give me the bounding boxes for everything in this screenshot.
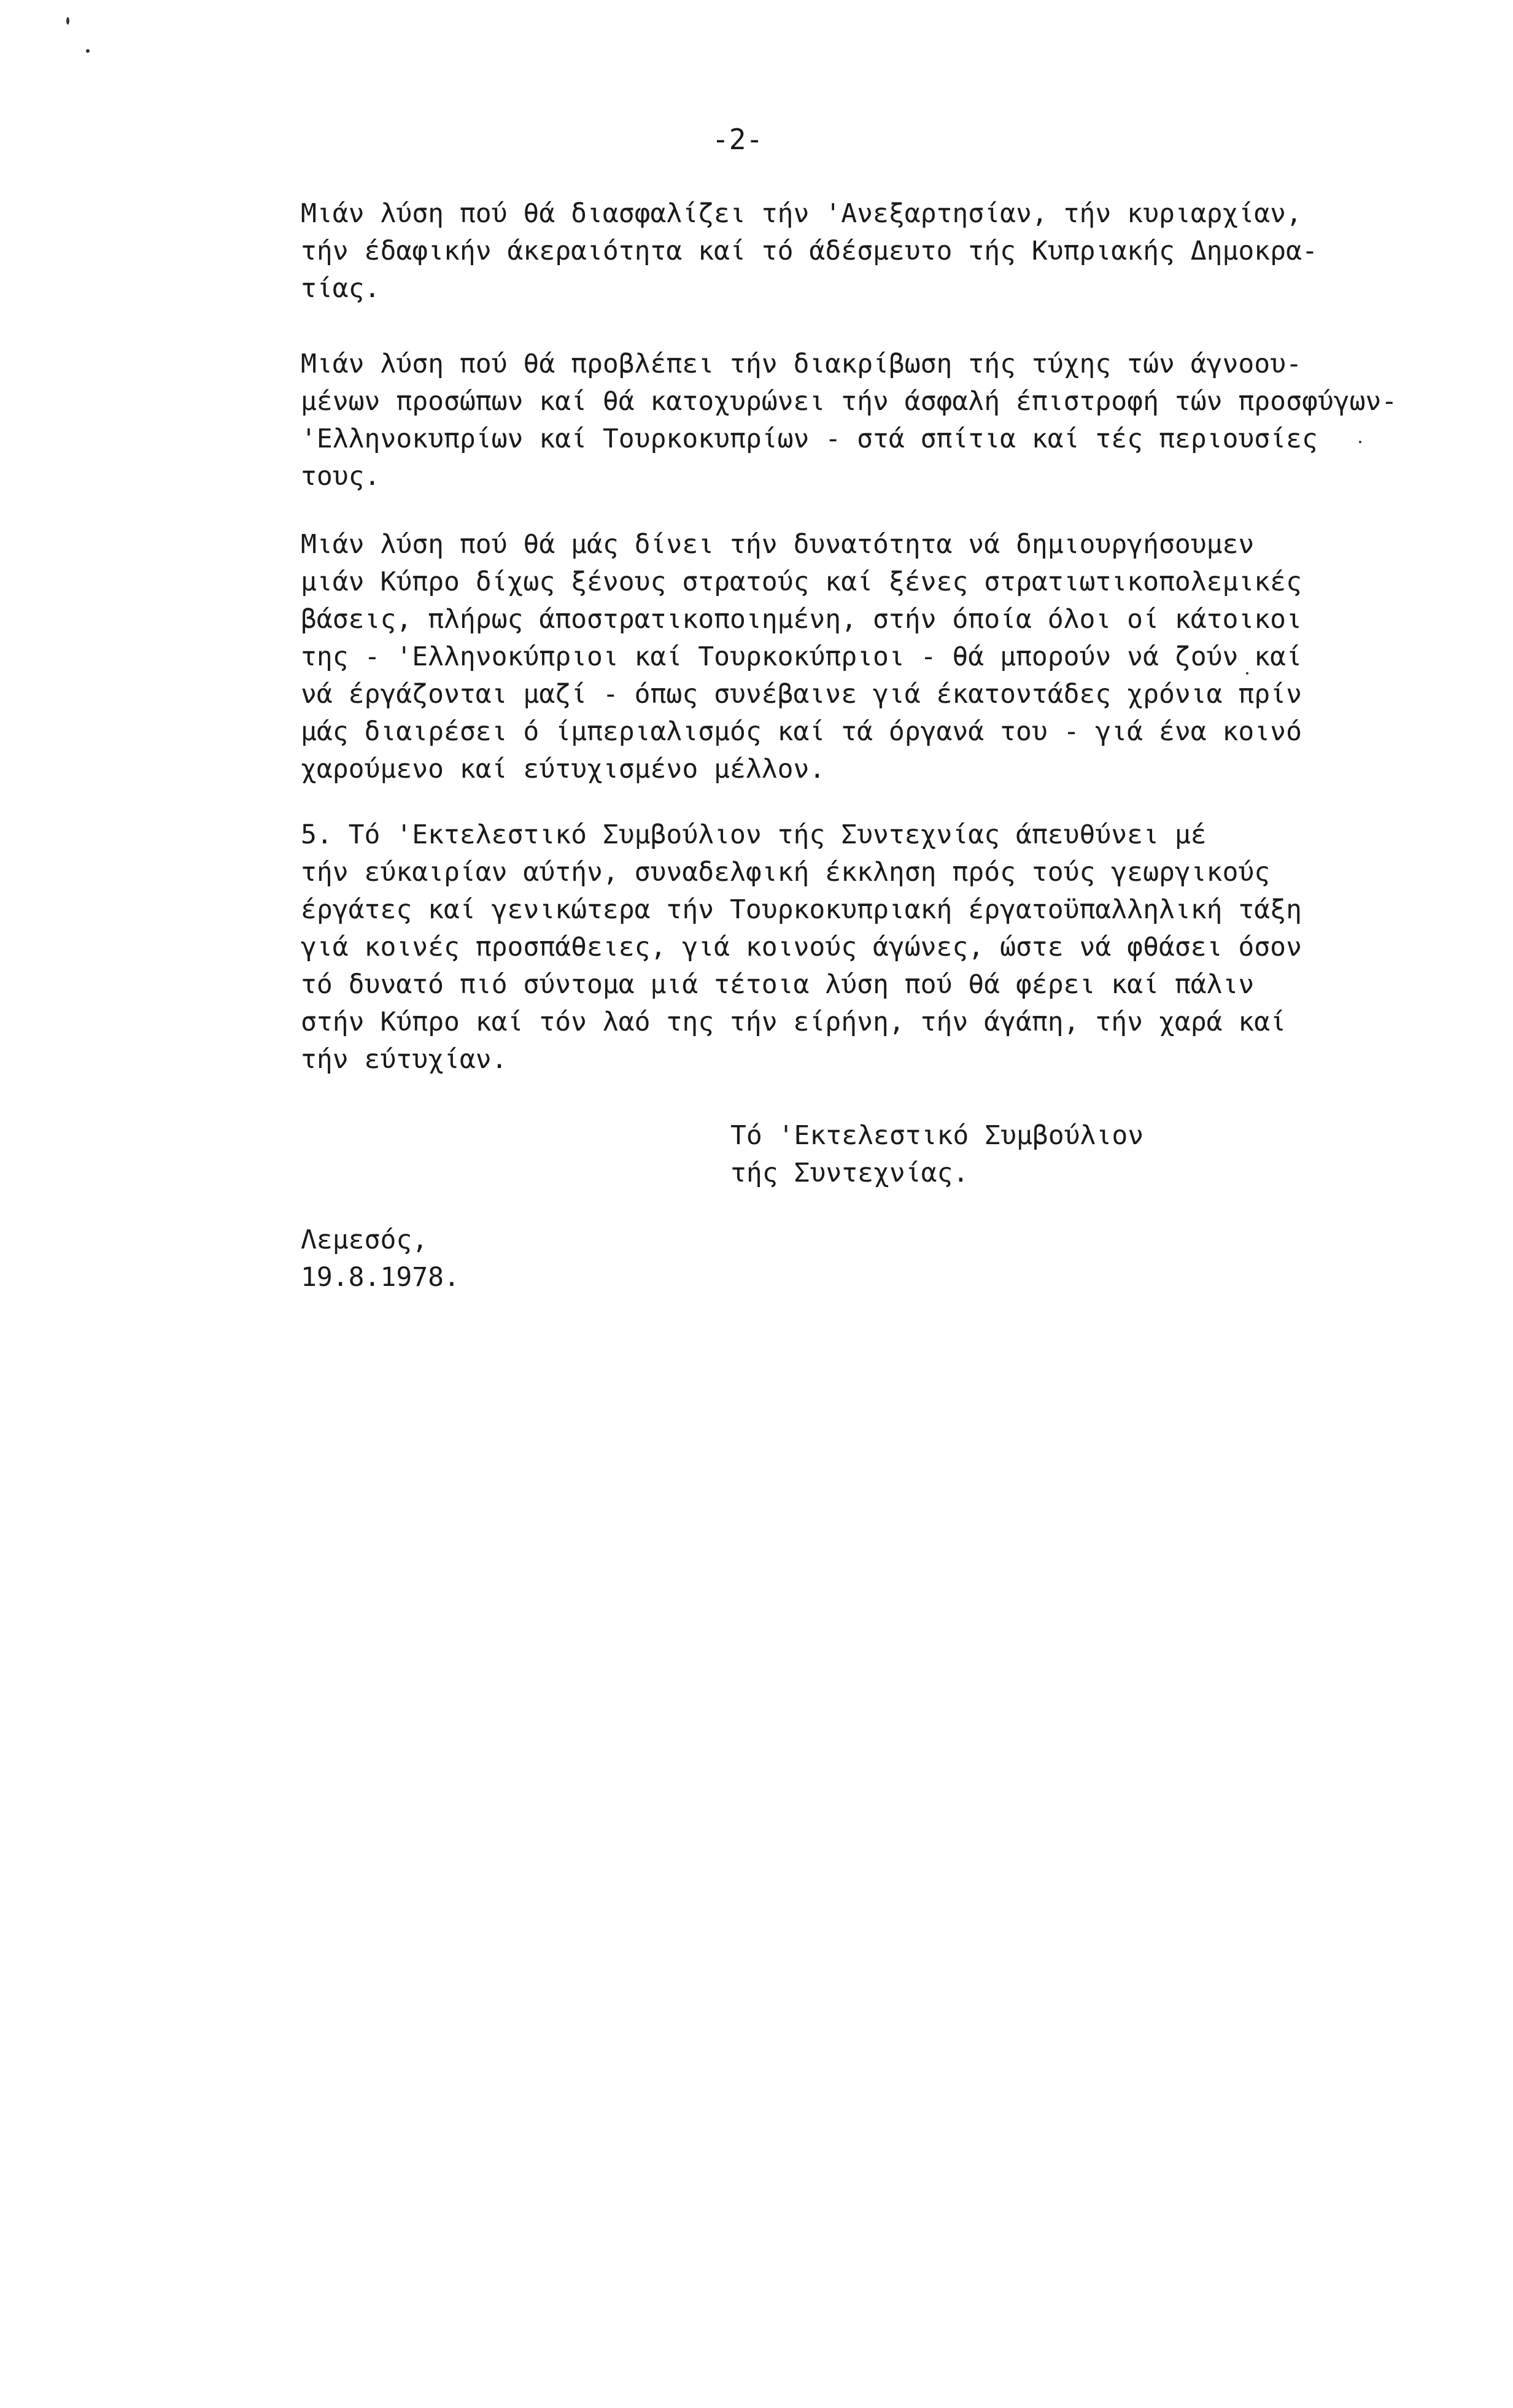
scan-speck: [86, 49, 90, 53]
text-line: Μιάν λύση πού θά μάς δίνει τήν δυνατότητα νά δημιουργήσουμεν: [301, 529, 1255, 560]
text-line: τίας.: [301, 273, 381, 304]
signature-line: τής Συντεχνίας.: [730, 1158, 969, 1188]
text-line: χαρούμενο καί εύτυχισμένο μέλλον.: [301, 754, 826, 784]
signature-line: Τό 'Εκτελεστικό Συμβούλιον: [730, 1120, 1144, 1151]
text-line: έργάτες καί γενικώτερα τήν Τουρκοκυπριακή έργατοϋπαλληλική τάξη: [301, 894, 1302, 925]
text-line: 'Ελληνοκυπρίων καί Τουρκοκυπρίων - στά σπίτια καί τές περιουσίες: [301, 424, 1318, 454]
text-line: μένων προσώπων καί θά κατοχυρώνει τήν άσφαλή έπιστροφή τών προσφύγων-: [301, 386, 1398, 417]
text-line: γιά κοινές προσπάθειες, γιά κοινούς άγώνες, ώστε νά φθάσει όσον: [301, 932, 1302, 962]
text-line: στήν Κύπρο καί τόν λαό της τήν είρήνη, τήν άγάπη, τήν χαρά καί: [301, 1007, 1287, 1037]
paragraph-missing-persons: [301, 346, 1398, 495]
text-line: τήν εύκαιρίαν αύτήν, συναδελφική έκκληση πρός τούς γεωργικούς: [301, 857, 1271, 888]
signature-block: [730, 1117, 1283, 1192]
date: 19.8.1978.: [301, 1262, 460, 1293]
text-line: της - 'Ελληνοκύπριοι καί Τουρκοκύπριοι - θά μπορούν νά ζούν καί: [301, 641, 1302, 672]
text-line: Μιάν λύση πού θά προβλέπει τήν διακρίβωση τής τύχης τών άγνοου-: [301, 349, 1302, 379]
paragraph-demilitarized-cyprus: [301, 526, 1344, 788]
text-line: τό δυνατό πιό σύντομα μιά τέτοια λύση πού θά φέρει καί πάλιν: [301, 969, 1255, 1000]
scan-speck: [66, 17, 69, 25]
scan-speck: [1359, 441, 1361, 443]
text-line: τήν έδαφικήν άκεραιότητα καί τό άδέσμευτο τής Κυπριακής Δημοκρα-: [301, 236, 1318, 266]
paragraph-independence: [301, 195, 1344, 308]
place-date-block: [301, 1221, 730, 1296]
text-line: μάς διαιρέσει ό ίμπεριαλισμός καί τά όργανά του - γιά ένα κοινό: [301, 716, 1302, 747]
text-line: 5. Τό 'Εκτελεστικό Συμβούλιον τής Συντεχνίας άπευθύνει μέ: [301, 819, 1207, 850]
page-number: -2-: [712, 123, 764, 156]
place: Λεμεσός,: [301, 1225, 428, 1255]
text-line: νά έργάζονται μαζί - όπως συνέβαινε γιά έκατοντάδες χρόνια πρίν: [301, 679, 1302, 710]
text-line: μιάν Κύπρο δίχως ξένους στρατούς καί ξένες στρατιωτικοπολεμικές: [301, 567, 1302, 597]
text-line: τήν εύτυχίαν.: [301, 1044, 508, 1075]
paragraph-appeal: [301, 816, 1344, 1078]
text-line: Μιάν λύση πού θά διασφαλίζει τήν 'Ανεξαρτησίαν, τήν κυριαρχίαν,: [301, 198, 1302, 229]
text-line: τους.: [301, 461, 381, 492]
scan-speck: [1246, 672, 1248, 675]
text-line: βάσεις, πλήρως άποστρατικοποιημένη, στήν όποία όλοι οί κάτοικοι: [301, 604, 1302, 635]
